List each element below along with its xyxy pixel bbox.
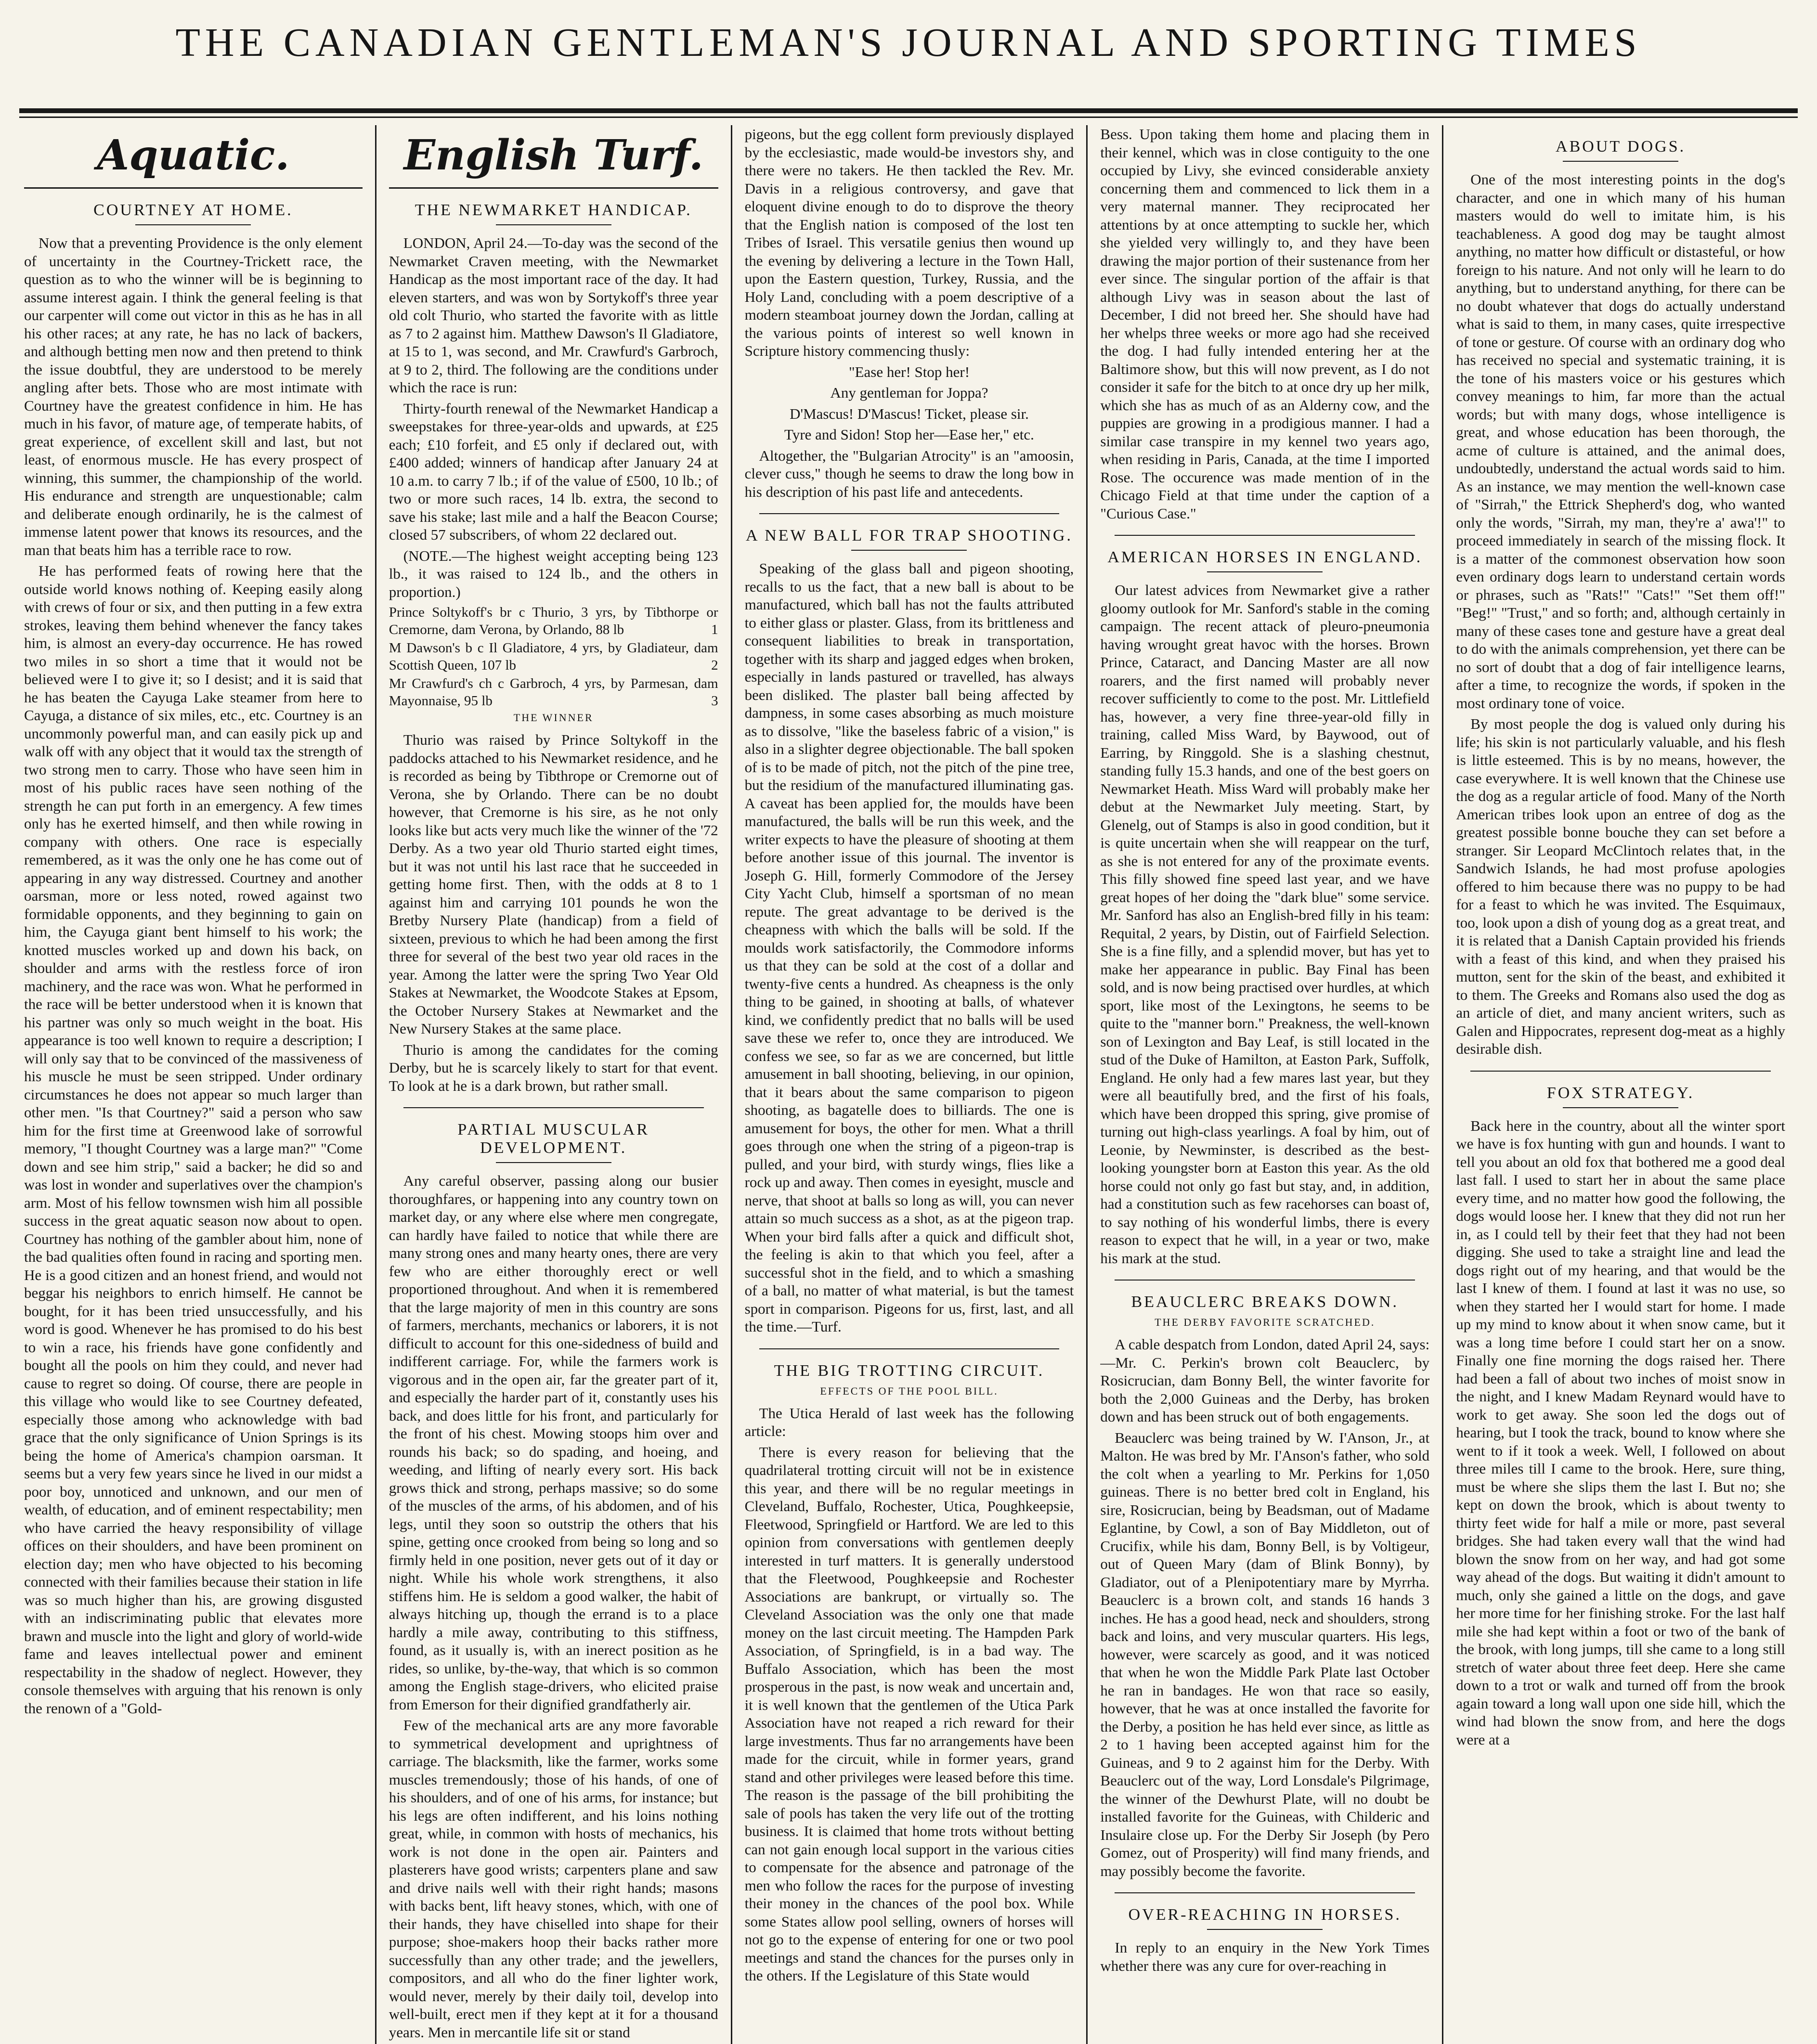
verse-line: D'Mascus! D'Mascus! Ticket, please sir.	[790, 405, 1029, 422]
divider	[1115, 535, 1415, 536]
column-1	[19, 125, 375, 2044]
divider	[389, 187, 718, 189]
masthead-rule	[19, 108, 1798, 113]
article-heading: THE BIG TROTTING CIRCUIT.	[774, 1361, 1045, 1380]
article-paragraph: Thurio is among the candidates for the coming Derby, but he is scarcely likely to start for that event. To look at he is a dark brown, but rather small.	[389, 1041, 718, 1094]
article-paragraph: Altogether, the "Bulgarian Atrocity" is an "amoosin, clever cuss," though he seems to draw the long bow in his description of his past life and antecedents.	[744, 447, 1074, 500]
department-heading: Aquatic.	[97, 131, 290, 180]
column-5	[1442, 125, 1798, 2044]
divider	[1470, 1071, 1771, 1072]
result-text: Prince Soltykoff's br c Thurio, 3 yrs, by Tibthorpe or Cremorne, dam Verona, by Orlando, 88 lb	[389, 605, 718, 637]
article-heading: AMERICAN HORSES IN ENGLAND.	[1107, 548, 1423, 566]
article-paragraph: There is every reason for believing that the quadrilateral trotting circuit will not be in existence this year, and there will be no regular meetings in Cleveland, Buffalo, Rochester, Utica, Poughkeepsie, Fleetwood, Springfield or Hartford. We are led to this opinion from conversations with gentlemen deeply interested in turf matters. It is generally understood that the Fleetwood, Poughkeepsie and Rochester Associations are bankrupt, or virtually so. The Cleveland Association was the only one that made money on the last circuit meeting. The Hampden Park Association, of Springfield, is in a bad way. The Buffalo Association, which has been the most prosperous in the past, is now weak and uncertain and, it is well known that the gentlemen of the Utica Park Association have not reaped a rich reward for their large investments. Thus far no arrangements have been made for the circuit, while in former years, grand stand and other privileges were leased before this time. The reason is the passage of the bill prohibiting the sale of pools has taken the very life out of the trotting business. It is claimed that home trots without betting can not gain enough local support in the various cities to compensate for the absence and patronage of the men who follow the races for the purpose of investing their money in the chances of the pool box. While some States allow pool selling, owners of horses will not go to the expense of entering for one or two pool meetings and stand the chances for the purses only in the others. If the Legislature of this State would	[744, 1443, 1074, 1984]
divider	[1207, 571, 1323, 572]
article-paragraph: He has performed feats of rowing here that the outside world knows nothing of. Keeping easily along with crews of four or six, and then putting in a few extra strokes, leaving them behind whenever the fancy takes him, is almost an every-day occurrence. He has rowed two miles in so short a time that it would not be believed were I to give it; so I desist; and it is said that he has beaten the Cayuga Lake steamer from here to Cayuga, a distance of six miles, etc., etc. Courtney is an uncommonly powerful man, and can easily pick up and walk off with any object that it would tax the strength of two strong men to carry. Those who have seen him in most of his public races have seen nothing of the strength he can put forth in an emergency. A few times only has he exerted himself, and then while rowing in company with others. One race is especially remembered, as it was the only one he has come out of appearing in any way distressed. Courtney and another oarsman, more or less noted, rowed against two formidable opponents, and they beginning to gain on him, the Cayuga giant bent himself to his work; the knotted muscles worked up and down his back, on shoulder and arms with the restless force of iron machinery, and the race was won. What he performed in the race will be better understood when it is known that his partner was only so much weight in the boat. His appearance is too well known to require a description; I will only say that to be convinced of the massiveness of his muscle he must be seen stripped. Under ordinary circumstances he does not appear so much larger than other men. "Is that Courtney?" said a person who saw him for the first time at Greenwood lake of sorrowful memory, "I thought Courtney was a large man?" "Come down and see him strip," said a backer; he did so and was lost in wonder and superlatives over the champion's arm. Most of his fellow townsmen wish him all possible success in the great aquatic season now about to open. Courtney has nothing of the gambler about him, none of the bad qualities often found in racing and sporting men. He is a good citizen and an honest friend, and would not beggar his neighbors to enrich himself. He cannot be bought, for it has been tried unsuccessfully, and his word is good. Whenever he has promised to do his best to win a race, his friends have gone confidently and bought all the pools on him they could, and never had cause to regret so doing. Of course, there are people in this village who would like to see Courtney defeated, especially those among who acknowledge with bad grace that the only significance of Union Springs is its being the home of America's champion oarsman. It seems but a very few years since he lived in our midst a poor boy, unnoticed and unknown, and our men of wealth, of education, and of eminent respectability; men who have carried the heavy responsibility of village offices on their shoulders, and have been prominent on election day; men who have objected to his becoming connected with their families because their station in life was so much higher than his, are growing disgusted with an indiscriminating public that elevates more brawn and muscle into the light and glory of world-wide fame and leaves intellectual power and eminent respectability in the shadow of neglect. However, they console themselves with arguing that his renown is only the renown of a "Gold-	[24, 562, 363, 1717]
article-paragraph: In reply to an enquiry in the New York Times whether there was any cure for over-reaching in	[1100, 1939, 1430, 1974]
article-paragraph: (NOTE.—The highest weight accepting being 123 lb., it was raised to 124 lb., and the others in proportion.)	[389, 547, 718, 600]
column-3	[731, 125, 1087, 2044]
article-paragraph: The Utica Herald of last week has the following article:	[744, 1404, 1074, 1439]
divider	[759, 513, 1060, 514]
divider	[24, 187, 363, 189]
verse-line: "Ease her! Stop her!	[848, 363, 970, 380]
divider	[759, 1348, 1060, 1349]
article-heading: ABOUT DOGS.	[1556, 138, 1686, 155]
article-heading: COURTNEY AT HOME.	[93, 201, 293, 219]
verse-line: Any gentleman for Joppa?	[830, 384, 988, 401]
divider	[1563, 1107, 1678, 1108]
article-paragraph: By most people the dog is valued only during his life; his skin is not particularly valuable, and his flesh is little esteemed. This is by no means, however, the case everywhere. It is well known that the Chinese use the dog as a regular article of food. Many of the North American tribes look upon an entree of dog as the greatest possible bonne bouche they can set before a stranger. Sir Leopard McClintoch relates that, in the Sandwich Islands, he had most profuse apologies offered to him because there was no puppy to be had for a feast to which he was invited. The Esquimaux, too, look upon a dish of young dog as a great treat, and it is related that a Danish Captain provided his friends with a feast of this kind, and when they praised his mutton, sent for the skin of the beast, and exhibited it to them. The Greeks and Romans also used the dog as an article of diet, and many ancient writers, such as Galen and Hippocrates, represent dog-meat as a highly desirable dish.	[1456, 715, 1785, 1057]
article-paragraph: LONDON, April 24.—To-day was the second of the Newmarket Craven meeting, with the Newmarket Handicap as the most important race of the day. It had eleven starters, and was won by Sortykoff's three year old colt Thurio, who started the favorite with as little as 7 to 2 against him. Matthew Dawson's Il Gladiatore, at 15 to 1, was second, and Mr. Crawfurd's Garbroch, at 9 to 2, third. The following are the conditions under which the race is run:	[389, 234, 718, 396]
subheading: THE WINNER	[513, 712, 594, 724]
article-paragraph: A cable despatch from London, dated April 24, says:—Mr. C. Perkin's brown colt Beauclerc, by Rosicrucian, dam Bonny Bell, the winter favorite for both the 2,000 Guineas and the Derby, has broken down and has been struck out of both engagements.	[1100, 1336, 1430, 1425]
result-text: M Dawson's b c Il Gladiatore, 4 yrs, by Gladiateur, dam Scottish Queen, 107 lb	[389, 640, 718, 673]
divider	[1207, 1929, 1323, 1930]
columns	[19, 125, 1798, 2041]
article-paragraph: Now that a preventing Providence is the only element of uncertainty in the Courtney-Trickett race, the question as to who the winner will be is beginning to assume interest again. I think the general feeling is that our carpenter will come out victor in this as he has in all his other races; at any rate, he has no lack of backers, and although betting men now and then pretend to think the issue doubtful, they are understood to be merely angling after bets. Those who are most intimate with Courtney have the greatest confidence in him. He has much in his favor, of mature age, of temperate habits, of great experience, of excellent skill and last, but not least, of enormous muscle. He has every prospect of winning, this summer, the championship of the world. His endurance and strength are unquestionable; calm and deliberate enough ordinarily, he is the calmest of immense latent power that knows its resources, and the man that beats him has a terrible race to row.	[24, 234, 363, 558]
divider	[496, 224, 611, 225]
divider	[403, 1107, 704, 1108]
department-heading: English Turf.	[403, 131, 703, 180]
divider	[1115, 1892, 1415, 1893]
race-result-entry	[389, 604, 718, 638]
article-heading: OVER-REACHING IN HORSES.	[1128, 1906, 1402, 1924]
race-result-entry	[389, 639, 718, 674]
article-paragraph: Back here in the country, about all the winter sport we have is fox hunting with gun and hounds. I want to tell you about an old fox that bothered me a good deal last fall. I used to start her in about the same place every time, and no matter how good the following, the dogs would loose her. I knew that they did not run her in, as I could tell by their feet that they had not been digging. She used to take a straight line and lead the dogs right out of my hearing, and that would be the last I knew of them. I found at last it was no use, so when they started her I would start for home. I made up my mind to know about it when snow came, but it was a long time before I could start her on a snow. Finally one fine morning the dogs raised her. There had been a fall of about two inches of moist snow in the night, and I knew Madam Reynard would have to work to get away. She soon led the dogs out of hearing, but I took the track, bound to know where she went to if it took a week. Well, I followed on about three miles till I came to the brook. Here, sure thing, must be where she slips them the last I. But no; she kept on down the brook, which is about twenty to thirty feet wide for half a mile or more, past several bridges. She had taken every wall that the wind had blown the snow from on her way, and had got some way ahead of the dogs. But waiting it didn't amount to much, only she gained a little on the dogs, and gave her more time for her finishing stroke. For the last half mile she had kept within a foot or two of the bank of the brook, with long jumps, till she came to a long still stretch of water about three feet deep. Here she came down to a trot or walk and turned off from the brook again toward a long wall upon one side hill, which the wind had blown the snow from, and here the dogs were at a	[1456, 1117, 1785, 1748]
article-paragraph: Speaking of the glass ball and pigeon shooting, recalls to us the fact, that a new ball is about to be manufactured, which ball has not the faults attributed to either glass or plaster. Glass, from its brittleness and consequent liabilities to break in transportation, together with its sharp and jagged edges when broken, especially in lands pastured or travelled, has always been disliked. The plaster ball being affected by dampness, in some cases absorbing as much moisture as to dissolve, "like the baseless fabric of a vision," is also in a slighter degree objectionable. The ball spoken of is to be made of pitch, not the pitch of the pine tree, but the residium of the manufactured illuminating gas. A caveat has been applied for, the moulds have been manufactured, the balls will be run this week, and the writer expects to have the pleasure of shooting at them before another issue of this journal. The inventor is Joseph G. Hill, formerly Commodore of the Jersey City Yacht Club, himself a sportsman of no mean repute. The great advantage to be derived is the cheapness with which the balls will be sold. If the moulds work satisfactorily, the Commodore informs us that they can be sold at the cost of a dollar and twenty-five cents a hundred. As cheapness is the only thing to be gained, in shooting at balls, of whatever kind, we confidently predict that no balls will be used save these we refer to, once they are introduced. We confess we see, so far as we are concerned, but little amusement in ball shooting, believing, in our opinion, that it bears about the same comparison to pigeon shooting, as bagatelle does to billiards. The one is amusement for boys, the other for men. What a thrill goes through one when the string of a pigeon-trap is pulled, and your bird, with sturdy wings, flies like a rock up and away. Then comes in eyesight, muscle and nerve, that shoot at balls so long as will, you can never attain so much success as a shot, as at the pigeon trap. When your bird falls after a quick and difficult shot, the feeling is akin to that which you feel, after a successful shot in the field, and to which a smashing of a ball, no matter of what material, is but the tamest sport in comparison. Pigeons for us, first, last, and all the time.—Turf.	[744, 560, 1074, 1335]
article-heading: FOX STRATEGY.	[1546, 1084, 1695, 1102]
masthead: THE CANADIAN GENTLEMAN'S JOURNAL AND SPORTING TIMES	[175, 20, 1642, 65]
masthead-rule-thin	[19, 116, 1798, 118]
article-paragraph: Few of the mechanical arts are any more favorable to symmetrical development and uprightness of carriage. The blacksmith, like the farmer, works some muscles tremendously; those of his hands, of one of his shoulders, and of one of his arms, for instance; but his legs are often indifferent, and his loins nothing great, while, in common with hosts of mechanics, his work is not done in the open air. Painters and plasterers have good wrists; carpenters plane and saw and drive nails well with their right hands; masons with backs bent, lift heavy stones, which, with one of their hands, they have chiselled into shape for their purpose; shoe-makers hoop their backs rather more successfully than any other trade; and the jewellers, compositors, and all who do the finer lighter work, would never, merely by their daily toil, develop into well-built, erect men if they kept at it for a thousand years. Men in mercantile life sit or stand	[389, 1717, 718, 2041]
article-paragraph: Thurio was raised by Prince Soltykoff in the paddocks attached to his Newmarket residence, and he is recorded as being by Tibthrope or Cremorne out of Verona, she by Orlando. There can be no doubt however, that Cremorne is his sire, as he not only looks like but acts very much like the winner of the '72 Derby. As a two year old Thurio started eight times, but it was not until his last race that he succeeded in getting home first. Then, with the odds at 8 to 1 against him and carrying 101 pounds he won the Bretby Nursery Plate (handicap) from a field of sixteen, previous to which he had been among the first three for several of the best two year old races in the year. Among the latter were the spring Two Year Old Stakes at Newmarket, the Woodcote Stakes at Epsom, the October Nursery Stakes at Newmarket and the New Nursery Stakes at the same place.	[389, 731, 718, 1037]
article-paragraph: One of the most interesting points in the dog's character, and one in which many of his human masters would do well to imitate him, is his teachableness. A good dog may be taught almost anything, no matter how difficult or distasteful, or how foreign to his nature. And not only will he learn to do anything, but to understand anything, for there can be no doubt whatever that dogs do actually understand what is said to them, in many cases, quite irrespective of tone or gesture. Of course with an ordinary dog who has received no special and systematic training, it is the tone of his masters voice or his gestures which convey meanings to him, far more than the actual words; but with many dogs, whose intelligence is great, and whose education has been thorough, the acme of culture is attained, and the animal does, undoubtedly, understand the actual words said to him. As an instance, we may mention the well-known case of "Sirrah," the Ettrick Shepherd's dog, who wanted only the words, "Sirrah, my man, they're a' awa'!" to proceed immediately in search of the missing flock. It is a matter of the commonest observation how soon even ordinary dogs learn to understand certain words or phrases, such as "Rats!" "Cats!" "Set them off!" "Beg!" "Trust," and so forth; and, although certainly in many of these cases tone and gesture have a great deal to do with the animals comprehension, yet there can be no sort of doubt that a dog of fair intelligence learns, after a time, to recognize the words, if spoken in the most ordinary tone of voice.	[1456, 171, 1785, 712]
article-heading: BEAUCLERC BREAKS DOWN.	[1131, 1293, 1399, 1311]
article-heading: THE NEWMARKET HANDICAP.	[415, 201, 692, 219]
divider	[496, 1162, 611, 1163]
divider	[1563, 161, 1678, 162]
column-2	[375, 125, 731, 2044]
article-paragraph: Beauclerc was being trained by W. I'Anson, Jr., at Malton. He was bred by Mr. I'Anson's father, who sold the colt when a yearling to Mr. Perkins for 1,050 guineas. There is no better bred colt in England, his sire, Rosicrucian, being by Beadsman, out of Madame Eglantine, by Cowl, a son of Bay Middleton, out of Crucifix, while his dam, Bonny Bell, is by Voltigeur, out of Queen Mary (dam of Blink Bonny), by Gladiator, out of a Plenipotentiary mare by Myrrha. Beauclerc is a brown colt, and stands 16 hands 3 inches. He has a good head, neck and shoulders, strong back and loins, and very muscular quarters. His legs, however, were scarcely as good, and it was noticed that when he won the Middle Park Plate last October he ran in bandages. He won that race so easily, however, that he was at once installed the favorite for the Derby, a position he has held ever since, as little as 2 to 1 having been accepted against him for the Guineas, and 9 to 2 against him for the Derby. With Beauclerc out of the way, Lord Lonsdale's Pilgrimage, the winner of the Dewhurst Plate, will no doubt be installed favorite for the Guineas, with Childeric and Insulaire close up. For the Derby Sir Joseph (by Pero Gomez, out of Prosperity) will find many friends, and may possibly become the favorite.	[1100, 1429, 1430, 1879]
divider	[1115, 1280, 1415, 1281]
article-paragraph: Any careful observer, passing along our busier thoroughfares, or happening into any country town on market day, or any where else where men congregate, can hardly have failed to notice that while there are many strong ones and many hearty ones, there are very few who are either thoroughly erect or well proportioned throughout. And when it is remembered that the large majority of men in this country are sons of farmers, merchants, mechanics or laborers, it is not difficult to account for this one-sidedness of build and indifferent carriage. For, while the farmers work is vigorous and in the open air, far the greater part of it, and especially the harder part of it, constantly uses his back, and does little for his front, and particularly for the front of his chest. Mowing stoops him over and rounds his back; so do spading, and hoeing, and weeding, and lifting of nearly every sort. His back grows thick and strong, perhaps massive; so do some of the muscles of the arms, of his abdomen, and of his legs, until they soon so outstrip the others that his spine, getting once crooked from being so long and so firmly held in one position, never gets out of it day or night. While his whole work strengthens, it also stiffens him. He is seldom a good walker, the habit of always hitching up, though the errand is to a place hardly a mile away, contributing to this stiffness, found, as it usually is, with an inerect position as he rides, so unlike, by-the-way, that which is so common among the English stage-drivers, who elicited praise from Emerson for their dignified grandfatherly air.	[389, 1172, 718, 1713]
article-paragraph: Thirty-fourth renewal of the Newmarket Handicap a sweepstakes for three-year-olds and upwards, at £25 each; £10 forfeit, and £5 only if declared out, with £400 added; winners of handicap after January 24 at 10 a.m. to carry 7 lb.; if of the value of £500, 10 lb.; of two or more such races, 14 lb. extra, the second to save his stake; last mile and a half the Beacon Course; closed 57 subscribers, of whom 22 declared out.	[389, 400, 718, 543]
subheading: EFFECTS OF THE POOL BILL.	[820, 1384, 999, 1397]
result-position: 1	[711, 622, 718, 637]
result-position: 3	[711, 693, 718, 709]
subheading: THE DERBY FAVORITE SCRATCHED.	[1155, 1316, 1376, 1328]
article-paragraph: Our latest advices from Newmarket give a rather gloomy outlook for Mr. Sanford's stable in the coming campaign. The recent attack of pleuro-pneumonia having wrought great havoc with the horses. Brown Prince, Cataract, and Dancing Master are all now roarers, and the first named will probably never recover sufficiently to come to the post. Mr. Littlefield has, however, a very fine three-year-old filly in training, called Miss Ward, by Baywood, out of Earring, by Ringgold. She is a slashing chestnut, standing fully 15.3 hands, and one of the best goers on Newmarket Heath. Miss Ward will probably make her debut at the Newmarket July meeting. Start, by Glenelg, out of Stamps is also in good condition, but it is quite uncertain when she will reappear on the turf, as she is not entered for any of the proximate events. This filly showed fine speed last year, and we have great hopes of her doing the "dark blue" some service. Mr. Sanford has also an English-bred filly in his team: Requital, 2 years, by Distin, out of Fairfield Selection. She is a fine filly, and a splendid mover, but has yet to make her appearance in public. Bay Final has been sold, and is now being practised over hurdles, at which sport, like most of the Lexingtons, he seems to be quite to the "manner born." Preakness, the well-known son of Lexington and Bay Leaf, is still located in the stud of the Duke of Hamilton, at Easton Park, Suffolk, England. He only had a few mares last year, but they were all beautifully bred, and the first of his foals, which have been dropped this spring, give promise of turning out high-class yearlings. A foal by him, out of Leonie, by Newminster, is described as the best-looking youngster born at Easton this year. As the old horse could not only go fast but stay, and, in addition, had a constitution such as few racehorses can boast of, to say nothing of his wonderful limbs, there is every reason to expect that he will, in a year or two, make his mark at the stud.	[1100, 582, 1430, 1267]
article-heading: A NEW BALL FOR TRAP SHOOTING.	[746, 527, 1073, 544]
column-4	[1086, 125, 1442, 2044]
result-text: Mr Crawfurd's ch c Garbroch, 4 yrs, by Parmesan, dam Mayonnaise, 95 lb	[389, 676, 718, 709]
divider	[851, 550, 967, 551]
verse-line: Tyre and Sidon! Stop her—Ease her," etc.	[784, 426, 1034, 443]
article-paragraph: pigeons, but the egg collent form previously displayed by the ecclesiastic, made would-be investors shy, and there were no takers. He then tackled the Rev. Mr. Davis in a religious controversy, and gave that eloquent divine enough to do to disprove the theory that the English nation is composed of the lost ten Tribes of Israel. This versatile genius then wound up the evening by delivering a lecture in the Town Hall, upon the Eastern question, Turkey, Russia, and the Holy Land, concluding with a poem descriptive of a modern steamboat journey down the Jordan, calling at the various points of interest so well known in Scripture history commencing thusly:	[744, 126, 1074, 359]
article-paragraph: Bess. Upon taking them home and placing them in their kennel, which was in close contiguity to the one occupied by Livy, she evinced considerable anxiety concerning them and commenced to lick them in a very maternal manner. They reciprocated her attentions by at once attempting to suckle her, which she yielded very willingly to, and they have been drawing the major portion of their sustenance from her ever since. The singular portion of the affair is that although Livy was in season about the last of December, I did not breed her. She should have had her whelps three weeks or more ago had she received the dog. I had fully intended entering her at the Baltimore show, but this will now prevent, as I do not consider it safe for the bitch to at once dry up her milk, which she has as much of as an Alderny cow, and the puppies are growing in a prodigious manner. I had a similar case transpire in my kennel two years ago, when residing in Paris, Canada, at the time I imported Rose. The occurence was made mention of in the Chicago Field at that time under the caption of a "Curious Case."	[1100, 126, 1430, 522]
race-result-entry	[389, 675, 718, 710]
article-heading: PARTIAL MUSCULAR DEVELOPMENT.	[457, 1121, 649, 1157]
divider	[135, 224, 251, 225]
result-position: 2	[711, 658, 718, 673]
